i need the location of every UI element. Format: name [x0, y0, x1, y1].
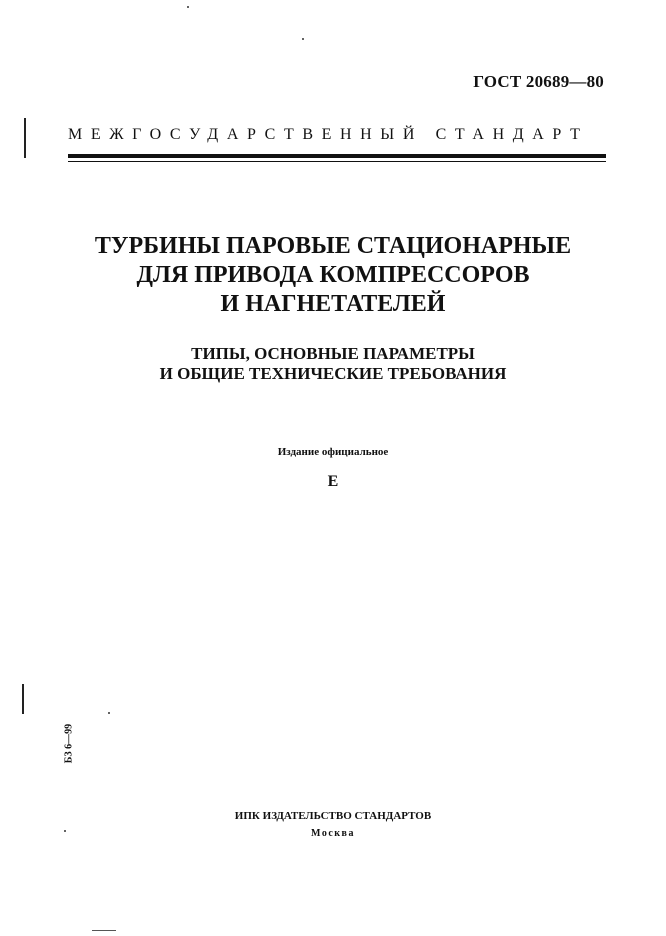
document-title [40, 232, 626, 319]
scan-speck [92, 930, 116, 931]
publisher: ИПК ИЗДАТЕЛЬСТВО СТАНДАРТОВ [234, 810, 432, 822]
document-subtitle [40, 344, 626, 384]
title-line: ДЛЯ ПРИВОДА КОМПРЕССОРОВ [136, 262, 530, 288]
header-rule-thick [68, 154, 606, 158]
publisher-city: Москва [311, 828, 355, 839]
scan-speck [302, 38, 304, 40]
side-code: БЗ 6—99 [63, 723, 75, 764]
header-rule-thin [68, 161, 606, 162]
subtitle-line: И ОБЩИЕ ТЕХНИЧЕСКИЕ ТРЕБОВАНИЯ [159, 364, 507, 383]
subtitle-line: ТИПЫ, ОСНОВНЫЕ ПАРАМЕТРЫ [191, 344, 475, 363]
scan-speck [187, 6, 189, 8]
standard-kind-heading: МЕЖГОСУДАРСТВЕННЫЙ СТАНДАРТ [68, 126, 589, 143]
edition-mark: Е [327, 473, 339, 490]
title-line: ТУРБИНЫ ПАРОВЫЕ СТАЦИОНАРНЫЕ [94, 233, 572, 259]
title-line: И НАГНЕТАТЕЛЕЙ [220, 291, 446, 317]
scan-mark [22, 684, 24, 714]
standard-number: ГОСТ 20689—80 [473, 72, 604, 91]
edition-note: Издание официальное [277, 446, 389, 458]
scan-speck [108, 712, 110, 714]
scan-mark [24, 118, 26, 158]
